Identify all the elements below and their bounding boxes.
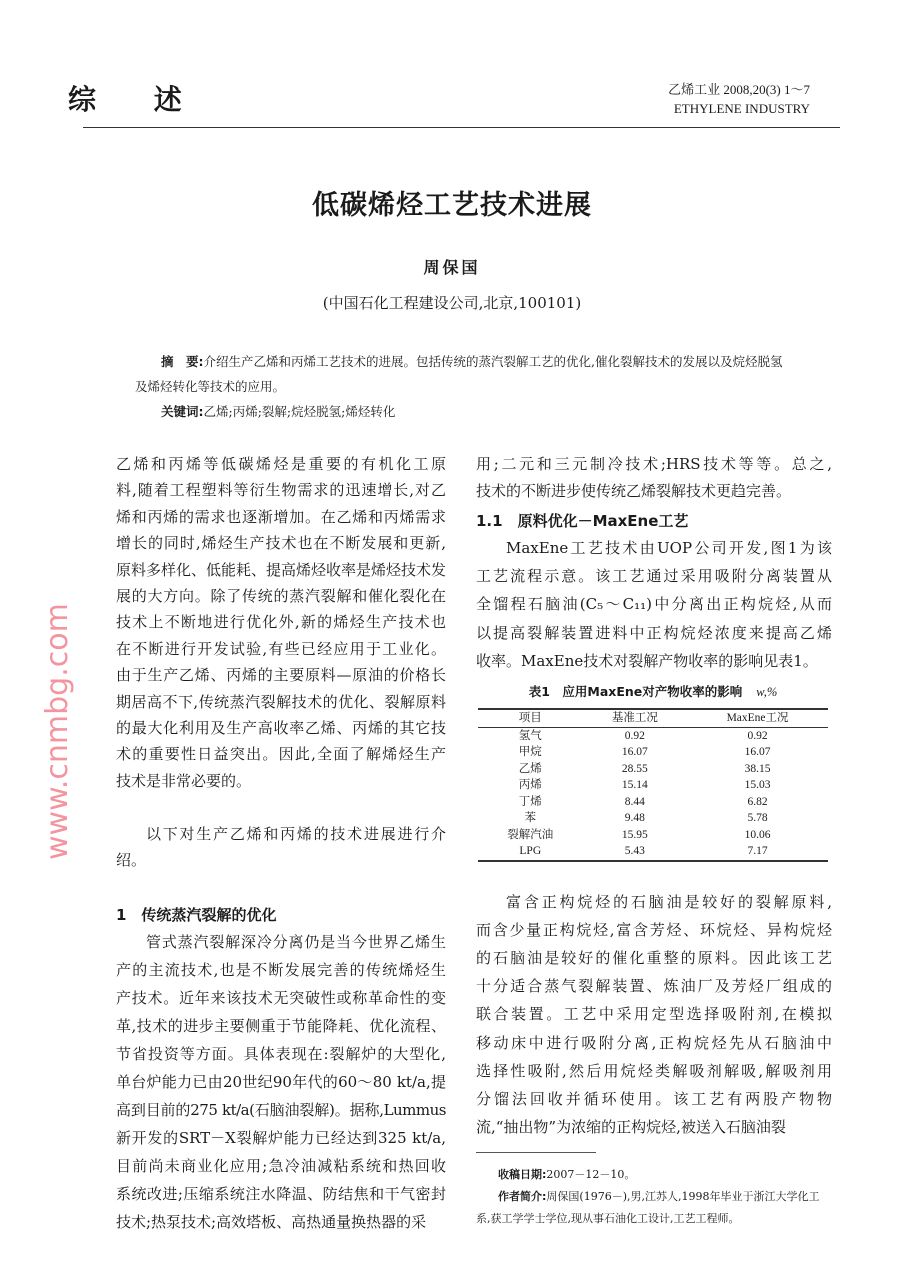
line — [476, 947, 832, 967]
text-line: 技术是非常必要的。 — [116, 771, 252, 790]
line — [476, 919, 832, 939]
table-row — [478, 794, 828, 811]
line — [116, 959, 446, 979]
text-line: 革,技术的进步主要侧重于节能降耗、优化流程、 — [116, 1017, 446, 1035]
text-line: 移动床中进行吸附分离,正构烷烃先从石脑油中 — [476, 1033, 832, 1052]
text-line: 技术;热泵技术;高效塔板、高热通量换热器的采 — [116, 1213, 427, 1231]
table-cell: 16.07 — [744, 746, 771, 758]
line — [116, 611, 446, 631]
line — [476, 622, 832, 642]
text-line: 原料多样化、低能耗、提高烯烃收率是烯烃技术发 — [116, 560, 447, 579]
text-line: 由于生产乙烯、丙烯的主要原料—原油的价格长 — [116, 666, 446, 685]
caption-text: 表1 应用MaxEne对产物收率的影响 — [528, 684, 743, 699]
paper-title: 低碳烯烃工艺技术进展 — [312, 190, 592, 221]
table-cell: 0.92 — [624, 729, 645, 742]
text-line: 展的大方向。除了传统的蒸汽裂解和催化裂化在 — [116, 587, 446, 605]
table-cell: 16.07 — [621, 746, 648, 758]
text-line: 流,“抽出物”为浓缩的正构烷烃,被送入石脑油裂 — [476, 1117, 786, 1136]
line — [116, 1015, 446, 1035]
footnote-rule — [476, 1152, 596, 1153]
journal-cn: 乙烯工业 2008,20(3) 1～7 — [668, 82, 810, 97]
line — [116, 479, 446, 499]
line — [116, 743, 446, 763]
table-cell: 5.43 — [624, 845, 645, 857]
line — [476, 510, 832, 530]
text-line: 的最大化利用及生产高收率乙烯、丙烯的其它技 — [116, 719, 446, 737]
table-cell: 7.17 — [747, 845, 768, 857]
line — [476, 975, 832, 995]
table-header-row — [478, 709, 828, 727]
table-cell: 15.95 — [621, 828, 648, 841]
table-cell: 乙烯 — [518, 762, 542, 775]
line — [116, 1099, 446, 1119]
table-row — [478, 727, 828, 744]
text-line: 的石脑油是较好的催化重整的原料。因此该工艺 — [476, 949, 832, 968]
table-row — [478, 777, 828, 794]
table-cell: 苯 — [524, 812, 537, 824]
text-line: 收率。MaxEne技术对裂解产物收率的影响见表1。 — [476, 651, 818, 670]
line — [476, 1032, 832, 1052]
col-header: 项目 — [518, 712, 542, 724]
table-cell: 0.92 — [747, 729, 768, 742]
table-cell: 38.15 — [744, 762, 771, 775]
text-line: 乙烯和丙烯等低碳烯烃是重要的有机化工原 — [116, 455, 446, 473]
journal-info — [600, 80, 810, 118]
text-line: 产的主流技术,也是不断发展完善的传统烯烃生 — [116, 961, 446, 979]
line — [146, 931, 446, 951]
text-line: 技术上不断地进行优化外,新的烯烃生产技术也 — [116, 613, 446, 632]
text-line: 绍。 — [116, 851, 147, 870]
line — [116, 691, 446, 711]
line — [116, 904, 446, 924]
text-line: 在不断进行开发试验,有些已经应用于工业化。 — [116, 639, 446, 658]
line — [116, 1043, 446, 1063]
line — [116, 849, 446, 869]
table-cell: 5.78 — [747, 812, 768, 824]
line — [116, 638, 446, 658]
section-label: 综 述 — [68, 83, 206, 116]
table-cell: 裂解汽油 — [507, 828, 554, 841]
table-cell: 15.14 — [621, 779, 648, 791]
text-line: 增长的同时,烯烃生产技术也在不断发展和更新, — [116, 534, 446, 553]
table-cell: 28.55 — [621, 762, 648, 775]
text-line: 目前尚未商业化应用;急冷油减粘系统和热回收 — [116, 1157, 446, 1175]
table-cell: 6.82 — [747, 795, 768, 808]
received-date: 2007－12－10。 — [546, 1168, 636, 1181]
line — [116, 987, 446, 1007]
line — [116, 770, 446, 790]
line — [476, 480, 832, 500]
line — [476, 1060, 832, 1080]
line — [116, 1071, 446, 1091]
line — [476, 453, 832, 473]
section-heading: 1 传统蒸汽裂解的优化 — [116, 906, 277, 924]
received-label: 收稿日期: — [498, 1168, 547, 1181]
table-cell: 8.44 — [624, 795, 645, 808]
table-row — [478, 744, 828, 761]
text-line: MaxEne工艺技术由UOP公司开发,图1为该 — [506, 539, 832, 557]
line — [476, 650, 832, 670]
line — [506, 891, 832, 911]
text-line: 富含正构烷烃的石脑油是较好的裂解原料, — [506, 893, 832, 911]
col-header: 基准工况 — [611, 712, 658, 724]
line — [116, 506, 446, 526]
text-line: 用;二元和三元制冷技术;HRS技术等等。总之, — [476, 455, 832, 473]
text-line: 全馏程石脑油(C₅～C₁₁)中分离出正构烷烃,从而 — [476, 595, 832, 614]
text-line: 分馏法回收并循环使用。该工艺有两股产物物 — [476, 1089, 832, 1108]
table-row — [478, 810, 828, 827]
table-cell: 9.48 — [624, 812, 645, 824]
table-cell: 15.03 — [744, 779, 771, 791]
text-line: 料,随着工程塑料等衍生物需求的迅速增长,对乙 — [116, 481, 446, 500]
text-line: 术的重要性日益突出。因此,全面了解烯烃生产 — [116, 745, 446, 764]
table-cell: 10.06 — [744, 828, 771, 841]
abstract-text: 介绍生产乙烯和丙烯工艺技术的进展。包括传统的蒸汽裂解工艺的优化,催化裂解技术的发展以及烷烃脱氢及烯烃转化等技术的应用。 — [135, 354, 783, 394]
line — [506, 537, 832, 557]
section-heading: 1.1 原料优化－MaxEne工艺 — [476, 512, 689, 530]
line — [116, 664, 446, 684]
line — [116, 1211, 446, 1231]
col-header: MaxEne工况 — [726, 712, 789, 724]
line — [116, 453, 446, 473]
text-line: 十分适合蒸气裂解装置、炼油厂及芳烃厂组成的 — [476, 977, 832, 996]
header-rule — [83, 127, 840, 128]
table-cell: 甲烷 — [518, 746, 542, 758]
line — [116, 559, 446, 579]
caption-unit: w,% — [756, 685, 778, 699]
text-line: 以下对生产乙烯和丙烯的技术进展进行介 — [146, 825, 446, 843]
text-line: 期居高不下,传统蒸汽裂解技术的优化、裂解原料 — [116, 692, 446, 711]
table-cell: 丙烯 — [518, 779, 542, 791]
text-line: 而含少量正构烷烃,富含芳烃、环烷烃、异构烷烃 — [476, 921, 832, 940]
bio-text: 周保国(1976－),男,江苏人,1998年毕业于浙江大学化工系,获工学学士学位,现从事石油化工设计,工艺工程师。 — [476, 1190, 820, 1225]
line — [476, 1088, 832, 1108]
journal-en: ETHYLENE INDUSTRY — [673, 101, 810, 116]
table-row — [478, 761, 828, 778]
text-line: 技术的不断进步使传统乙烯裂解技术更趋完善。 — [476, 482, 792, 500]
text-line: 系统改进;压缩系统注水降温、防结焦和干气密封 — [116, 1185, 446, 1203]
table-cell: 丁烯 — [518, 795, 542, 808]
text-line: 选择性吸附,然后用烷烃类解吸剂解吸,解吸剂用 — [476, 1061, 832, 1080]
abstract-label: 摘 要: — [161, 354, 204, 369]
footnote — [476, 1163, 832, 1230]
yield-table — [478, 708, 828, 862]
line — [116, 717, 446, 737]
line — [476, 1003, 832, 1023]
text-line: 单台炉能力已由20世纪90年代的60～80 kt/a,提 — [116, 1073, 446, 1091]
line — [116, 1183, 446, 1203]
line — [116, 532, 446, 552]
text-line: 节省投资等方面。具体表现在:裂解炉的大型化, — [116, 1045, 446, 1063]
abstract — [135, 349, 785, 424]
line — [476, 565, 832, 585]
bio-label: 作者简介: — [498, 1190, 547, 1203]
table-cell: LPG — [519, 845, 542, 857]
watermark: www.cnmbg.com — [40, 603, 75, 860]
keywords: 乙烯;丙烯;裂解;烷烃脱氢;烯烃转化 — [203, 404, 396, 419]
line — [476, 593, 832, 613]
author: 周保国 — [423, 258, 481, 277]
keywords-label: 关键词: — [161, 404, 204, 419]
text-line: 管式蒸汽裂解深冷分离仍是当今世界乙烯生 — [146, 933, 446, 951]
table-caption — [478, 682, 828, 700]
text-line: 新开发的SRT－X裂解炉能力已经达到325 kt/a, — [116, 1129, 446, 1147]
line — [116, 1155, 446, 1175]
text-line: 高到目前的275 kt/a(石脑油裂解)。据称,Lummus — [116, 1101, 446, 1119]
affiliation: (中国石化工程建设公司,北京,100101) — [322, 294, 582, 312]
text-line: 烯和丙烯的需求也逐渐增加。在乙烯和丙烯需求 — [116, 507, 446, 526]
table-cell: 氢气 — [518, 729, 542, 742]
text-line: 以提高裂解装置进料中正构烷烃浓度来提高乙烯 — [476, 623, 832, 642]
line — [116, 1127, 446, 1147]
text-line: 工艺流程示意。该工艺通过采用吸附分离装置从 — [476, 567, 832, 586]
line — [476, 1116, 832, 1136]
line — [146, 823, 446, 843]
table-row — [478, 843, 828, 861]
table-row — [478, 827, 828, 844]
text-line: 产技术。近年来该技术无突破性或称革命性的变 — [116, 989, 446, 1007]
line — [116, 585, 446, 605]
text-line: 联合装置。工艺中采用定型选择吸附剂,在模拟 — [476, 1005, 832, 1024]
